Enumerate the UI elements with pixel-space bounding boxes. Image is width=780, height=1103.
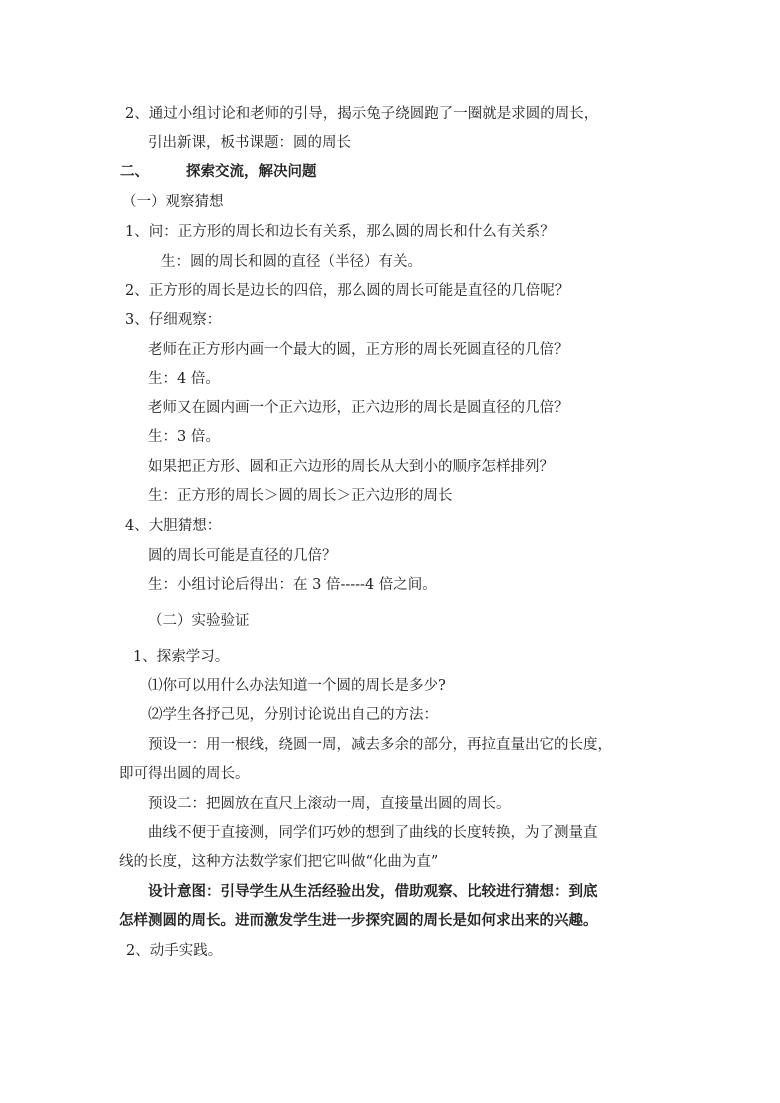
paragraph-line: 老师在正方形内画一个最大的圆，正方形的周长死圆直径的几倍？ (148, 342, 569, 358)
paragraph-line: 3、仔细观察： (125, 312, 222, 328)
paragraph-line: ⑴你可以用什么办法知道一个圆的周长是多少? (148, 678, 446, 694)
paragraph-line: ⑵学生各抒己见，分别讨论说出自己的方法： (148, 707, 438, 723)
paragraph-line: 4、大胆猜想： (125, 518, 222, 534)
paragraph-line: 老师又在圆内画一个正六边形，正六边形的周长是圆直径的几倍？ (148, 400, 569, 416)
paragraph-line: 圆的周长可能是直径的几倍？ (148, 548, 337, 564)
paragraph-line: 生：正方形的周长＞圆的周长＞正六边形的周长 (148, 488, 453, 504)
paragraph-line: 2、正方形的周长是边长的四倍，那么圆的周长可能是直径的几倍呢？ (125, 283, 570, 299)
paragraph-line: 引出新课，板书课题：圆的周长 (148, 135, 351, 151)
paragraph-line: 2、通过小组讨论和老师的引导，揭示兔子绕圆跑了一圈就是求圆的周长， (125, 106, 599, 122)
paragraph-line: 1、问：正方形的周长和边长有关系，那么圆的周长和什么有关系？ (125, 224, 555, 240)
paragraph-line: 生：3 倍。 (148, 429, 220, 445)
design-intent-line: 设计意图：引导学生从生活经验出发，借助观察、比较进行猜想：到底 (148, 883, 598, 900)
paragraph-line: 曲线不便于直接测，同学们巧妙的想到了曲线的长度转换，为了测量直 (148, 825, 598, 841)
paragraph-line: 2、动手实践。 (126, 943, 223, 959)
section-heading: 探索交流，解决问题 (186, 163, 317, 180)
subsection-heading: （一）观察猜想 (122, 194, 224, 210)
design-intent-line: 怎样测圆的周长。进而激发学生进一步探究圆的周长是如何求出来的兴趣。 (119, 912, 598, 929)
paragraph-line: 如果把正方形、圆和正六边形的周长从大到小的顺序怎样排列？ (148, 459, 554, 475)
paragraph-line: 预设二：把圆放在直尺上滚动一周，直接量出圆的周长。 (148, 796, 511, 812)
paragraph-line: 预设一：用一根线，绕圆一周，减去多余的部分，再拉直量出它的长度， (148, 737, 612, 753)
paragraph-line: 线的长度，这种方法数学家们把它叫做“化曲为直” (119, 854, 439, 870)
paragraph-line: 生：圆的周长和圆的直径（半径）有关。 (161, 254, 422, 270)
section-number: 二、 (120, 163, 149, 180)
paragraph-line: 1、探索学习。 (133, 649, 230, 665)
paragraph-line: 生：小组讨论后得出：在 3 倍-----4 倍之间。 (148, 577, 437, 593)
paragraph-line: 即可得出圆的周长。 (119, 766, 250, 782)
subsection-heading: （二）实验验证 (148, 613, 250, 629)
paragraph-line: 生：4 倍。 (148, 371, 220, 387)
